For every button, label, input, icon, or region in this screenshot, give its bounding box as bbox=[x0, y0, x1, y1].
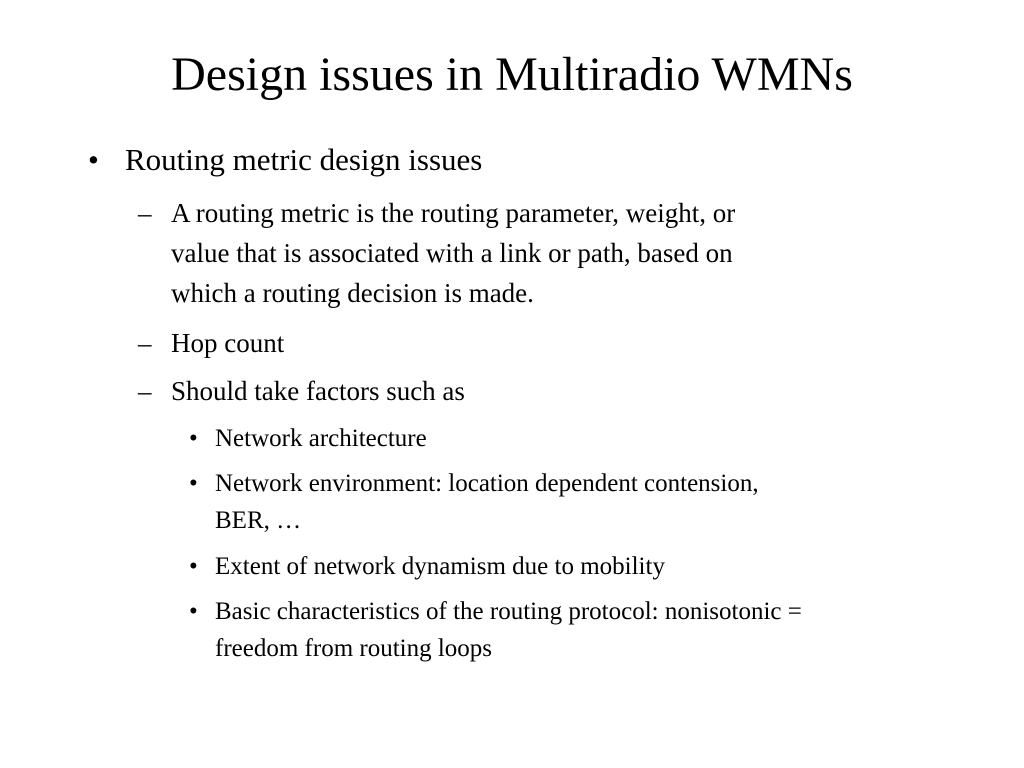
dash-marker: – bbox=[138, 376, 152, 406]
slide-title: Design issues in Multiradio WMNs bbox=[171, 48, 853, 101]
factor-text: Network architecture bbox=[215, 425, 427, 452]
bullet-marker: • bbox=[88, 142, 99, 177]
bullet-marker: • bbox=[189, 598, 198, 625]
factor-text-line-2: BER, … bbox=[215, 507, 302, 534]
factor-text-line-1: Basic characteristics of the routing protocol: nonisotonic = bbox=[215, 598, 802, 625]
dash-marker: – bbox=[138, 198, 152, 228]
factor-text-line-1: Network environment: location dependent contension, bbox=[215, 470, 759, 497]
factors-text: Should take factors such as bbox=[171, 376, 465, 406]
hop-count-text: Hop count bbox=[171, 328, 285, 358]
factor-text: Extent of network dynamism due to mobility bbox=[215, 553, 665, 580]
factor-text-line-2: freedom from routing loops bbox=[215, 635, 493, 662]
definition-line-1: A routing metric is the routing parameter, weight, or bbox=[171, 198, 736, 228]
definition-line-2: value that is associated with a link or path, based on bbox=[171, 238, 733, 268]
dash-marker: – bbox=[138, 328, 152, 358]
bullet-text: Routing metric design issues bbox=[125, 142, 483, 177]
bullet-marker: • bbox=[189, 425, 198, 452]
definition-line-3: which a routing decision is made. bbox=[171, 278, 534, 308]
bullet-marker: • bbox=[189, 470, 198, 497]
bullet-marker: • bbox=[189, 553, 198, 580]
